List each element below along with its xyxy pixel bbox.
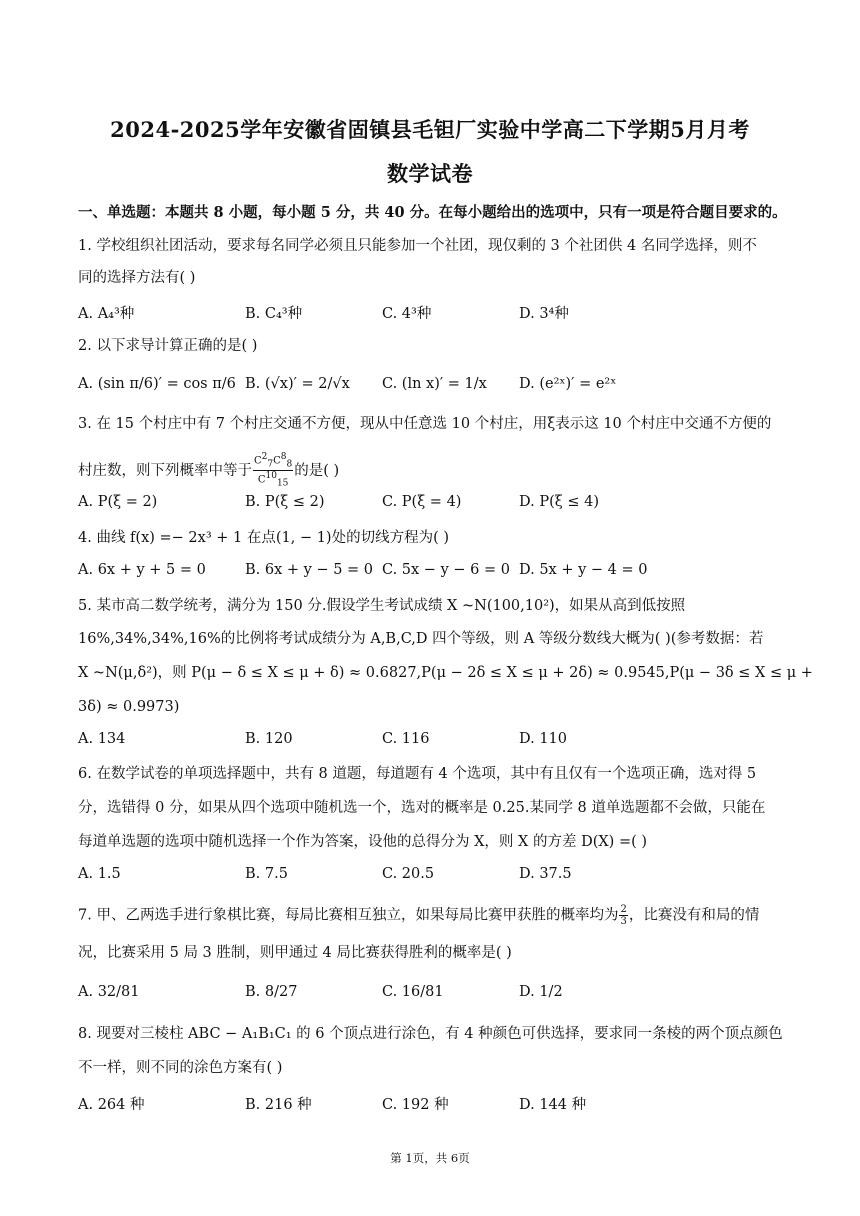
q5-line2: 16%,34%,34%,16%的比例将考试成绩分为 A,B,C,D 四个等级，则 A 等级分数线大概为( )(参考数据：若 [78, 631, 764, 647]
q5-line3: X ~N(μ,δ²)，则 P(μ − δ ≤ X ≤ μ + δ) ≈ 0.6827,P(μ − 2δ ≤ X ≤ μ + 2δ) ≈ 0.9545,P(μ − 3δ ≤ X ≤ μ + [78, 665, 813, 681]
q5-option-a: A. 134 [78, 731, 126, 747]
q5-line1: 5. 某市高二数学统考，满分为 150 分.假设学生考试成绩 X ~N(100,10²)，如果从高到低按照 [78, 598, 686, 614]
q4-option-b: B. 6x + y − 5 = 0 [245, 562, 374, 578]
q6-option-d: D. 37.5 [519, 866, 572, 882]
q7-option-c: C. 16/81 [382, 984, 444, 1000]
q7-line1-post: ，比赛没有和局的情 [628, 907, 760, 924]
q7-option-a: A. 32/81 [78, 984, 140, 1000]
q3-line2-pre: 村庄数，则下列概率中等于 [78, 462, 252, 479]
q6-line3: 每道单选题的选项中随机选择一个作为答案，设他的总得分为 X，则 X 的方差 D(X) =( ) [78, 834, 648, 850]
q5-option-d: D. 110 [519, 731, 568, 747]
q2-option-b: B. (√x)′ = 2/√x [245, 376, 350, 392]
q3-option-a: A. P(ξ = 2) [78, 494, 158, 510]
q8-option-b: B. 216 种 [245, 1097, 312, 1113]
q7-option-d: D. 1/2 [519, 984, 563, 1000]
q1-line2: 同的选择方法有( ) [78, 270, 196, 286]
q2-option-d: D. (e²ˣ)′ = e²ˣ [519, 376, 617, 392]
q2-line1: 2. 以下求导计算正确的是( ) [78, 338, 258, 354]
page-title: 2024-2025学年安徽省固镇县毛钽厂实验中学高二下学期5月月考 [110, 117, 750, 142]
q3-line2-post: 的是( ) [294, 462, 340, 479]
q6-option-c: C. 20.5 [382, 866, 435, 882]
q1-option-b: B. C₄³种 [245, 306, 303, 322]
q1-option-d: D. 3⁴种 [519, 306, 569, 322]
q5-option-b: B. 120 [245, 731, 293, 747]
q6-line1: 6. 在数学试卷的单项选择题中，共有 8 道题，每道题有 4 个选项，其中有且仅有一个选项正确，选对得 5 [78, 766, 757, 782]
q8-option-c: C. 192 种 [382, 1097, 449, 1113]
page-footer: 第 1页，共 6页 [390, 1151, 470, 1165]
q8-option-a: A. 264 种 [78, 1097, 145, 1113]
section-heading: 一、单选题：本题共 8 小题，每小题 5 分，共 40 分。在每小题给出的选项中，只有一项是符合题目要求的。 [78, 204, 787, 221]
q8-line1: 8. 现要对三棱柱 ABC − A₁B₁C₁ 的 6 个顶点进行涂色，有 4 种颜色可供选择，要求同一条棱的两个顶点颜色 [78, 1026, 783, 1042]
q3-fraction: $\frac{C^2_7C^8_8}{C^{10}_{15}}$ [254, 452, 293, 489]
q2-option-c: C. (ln x)′ = 1/x [382, 376, 487, 392]
page-subtitle: 数学试卷 [387, 161, 473, 186]
q7-line1 [78, 904, 782, 927]
q2-option-a: A. (sin π/6)′ = cos π/6 [78, 376, 236, 392]
q5-option-c: C. 116 [382, 731, 430, 747]
q4-line1: 4. 曲线 f(x) =− 2x³ + 1 在点(1, − 1)处的切线方程为( ) [78, 530, 450, 546]
q7-line1-pre: 7. 甲、乙两选手进行象棋比赛，每局比赛相互独立，如果每局比赛甲获胜的概率均为 [78, 907, 619, 924]
q3-option-b: B. P(ξ ≤ 2) [245, 494, 325, 510]
q1-option-c: C. 4³种 [382, 306, 432, 322]
q5-line4: 3δ) ≈ 0.9973) [78, 699, 180, 715]
q4-option-a: A. 6x + y + 5 = 0 [78, 562, 206, 578]
q6-option-a: A. 1.5 [78, 866, 121, 882]
q7-line2: 况，比赛采用 5 局 3 胜制，则甲通过 4 局比赛获得胜利的概率是( ) [78, 945, 512, 961]
q4-option-c: C. 5x − y − 6 = 0 [382, 562, 510, 578]
q6-line2: 分，选错得 0 分，如果从四个选项中随机选一个，选对的概率是 0.25.某同学 8 道单选题都不会做，只能在 [78, 800, 766, 816]
q7-fraction: $\frac{2}{3}$ [620, 904, 627, 927]
q1-line1: 1. 学校组织社团活动，要求每名同学必须且只能参加一个社团，现仅剩的 3 个社团供 4 名同学选择，则不 [78, 238, 757, 254]
q7-option-b: B. 8/27 [245, 984, 298, 1000]
q3-line2 [78, 452, 782, 490]
q3-line1: 3. 在 15 个村庄中有 7 个村庄交通不方便，现从中任意选 10 个村庄，用ξ表示这 10 个村庄中交通不方便的 [78, 416, 772, 432]
q1-option-a: A. A₄³种 [78, 306, 135, 322]
q3-option-c: C. P(ξ = 4) [382, 494, 462, 510]
q4-option-d: D. 5x + y − 4 = 0 [519, 562, 648, 578]
q6-option-b: B. 7.5 [245, 866, 288, 882]
q3-option-d: D. P(ξ ≤ 4) [519, 494, 599, 510]
q8-option-d: D. 144 种 [519, 1097, 587, 1113]
q8-line2: 不一样，则不同的涂色方案有( ) [78, 1060, 283, 1076]
